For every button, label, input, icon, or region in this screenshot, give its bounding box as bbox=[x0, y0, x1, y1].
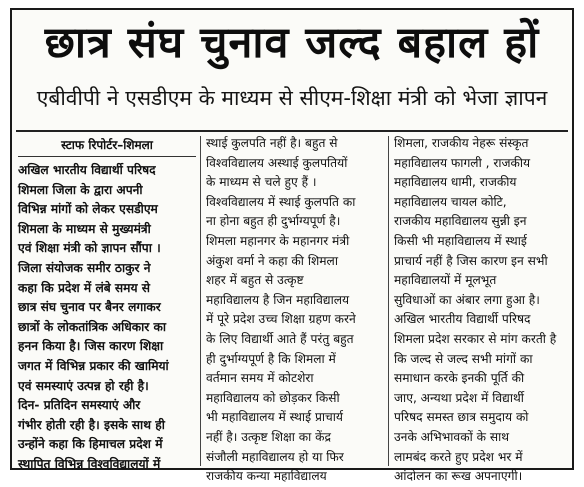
text-line: समाधान करके इनकी पूर्ति की bbox=[394, 371, 525, 386]
text-line: महाविद्यालय है जिन महाविद्यालय bbox=[206, 292, 350, 307]
text-line: अंकुश वर्मा ने कहा की शिमला bbox=[206, 253, 338, 268]
text-line: संजौली महाविद्यालय हो या फिर bbox=[206, 449, 344, 464]
text-line: शहर में बहुत से उत्कृष्ट bbox=[206, 273, 304, 288]
text-line: एवं समस्याएं उत्पन्न हो रही है। bbox=[18, 378, 149, 393]
text-line: नहीं है। उत्कृष्ट शिक्षा का केंद्र bbox=[206, 429, 331, 444]
text-line: अखिल भारतीय विद्यार्थी परिषद bbox=[18, 163, 156, 177]
text-line: जिला संयोजक समीर ठाकुर ने bbox=[18, 260, 151, 275]
text-line: के लिए विद्यार्थी आते हैं परंतु बहुत bbox=[206, 331, 354, 346]
text-line: शिमला, राजकीय नेहरू संस्कृत bbox=[394, 136, 529, 150]
text-line: छात्रों के लोकतांत्रिक अधिकार का bbox=[18, 319, 167, 334]
text-line: महाविद्यालय धामी, राजकीय bbox=[394, 175, 517, 190]
text-line: शिमला प्रदेश सरकार से मांग करती है bbox=[394, 331, 557, 346]
text-line: प्राचार्य नहीं है जिस कारण इन सभी bbox=[394, 253, 548, 268]
text-line: विश्वविद्यालय में स्थाई कुलपति का bbox=[206, 194, 356, 209]
text-line: दिन- प्रतिदिन समस्याएं और bbox=[18, 398, 141, 413]
newspaper-clipping bbox=[10, 8, 574, 484]
text-line: कि जल्द से जल्द सभी मांगों का bbox=[394, 351, 533, 366]
text-line: कहा कि प्रदेश में लंबे समय से bbox=[18, 280, 151, 295]
text-line: ना होना बहुत ही दुर्भाग्यपूर्ण है। bbox=[206, 214, 341, 229]
text-line: शिमला जिला के द्वारा अपनी bbox=[18, 182, 143, 197]
text-line: वर्तमान समय में कोटशेरा bbox=[206, 371, 314, 386]
text-line: राजकीय महाविद्यालय सुन्नी इन bbox=[394, 214, 527, 229]
text-line: स्थापित विभिन्न विश्वविद्यालयों में bbox=[18, 456, 161, 471]
text-line: आंदोलन का रूख अपनाएगी। bbox=[394, 469, 523, 484]
article-column-1 bbox=[18, 134, 196, 471]
headline: छात्र संघ चुनाव जल्द बहाल हों bbox=[44, 18, 540, 68]
header-rule bbox=[16, 130, 568, 132]
text-line: जाए, अन्यथा प्रदेश में विद्यार्थी bbox=[394, 390, 524, 405]
text-line: महाविद्यालयों में मूलभूत bbox=[394, 273, 497, 288]
text-line: उनके अभिभावकों के साथ bbox=[394, 429, 510, 444]
article-column-3 bbox=[394, 134, 570, 484]
subheadline: एबीवीपी ने एसडीएम के माध्यम से सीएम-शिक्षा मंत्री को भेजा ज्ञापन bbox=[36, 86, 548, 110]
text-line: राजकीय कन्या महाविद्यालय bbox=[206, 469, 327, 484]
text-line: किसी भी महाविद्यालय में स्थाई bbox=[394, 233, 527, 248]
text-line: शिमला के माध्यम से मुख्यमंत्री bbox=[18, 221, 151, 236]
text-line: में पूरे प्रदेश उच्च शिक्षा ग्रहण करने bbox=[206, 312, 356, 327]
text-line: एवं शिक्षा मंत्री को ज्ञापन सौंपा । bbox=[18, 241, 161, 256]
text-line: विश्वविद्यालय अस्थाई कुलपतियों bbox=[206, 155, 348, 170]
text-line: स्थाई कुलपति नहीं है। बहुत से bbox=[206, 136, 338, 150]
text-line: सुविधाओं का अंबार लगा हुआ है। bbox=[394, 292, 540, 307]
text-line: हनन किया है। जिस कारण शिक्षा bbox=[18, 339, 164, 354]
text-line: परिषद समस्त छात्र समुदाय को bbox=[394, 410, 529, 425]
text-line: लामबंद करते हुए प्रदेश भर में bbox=[394, 449, 523, 464]
text-line: शिमला महानगर के महानगर मंत्री bbox=[206, 233, 350, 248]
text-line: भी महाविद्यालय में स्थाई प्राचार्य bbox=[206, 410, 344, 425]
text-line: के माध्यम से चले हुए हैं । bbox=[206, 175, 317, 190]
article-column-2 bbox=[206, 134, 384, 484]
text-line: गंभीर होती रही है। इसके साथ ही bbox=[18, 417, 165, 432]
text-line: महाविद्यालय फागली , राजकीय bbox=[394, 155, 531, 170]
text-line: महाविद्यालय चायल कोटि, bbox=[394, 194, 507, 209]
text-line: विभिन्न मांगों को लेकर एसडीएम bbox=[18, 202, 158, 217]
byline: स्टाफ रिपोर्टर–शिमला bbox=[18, 134, 196, 157]
text-line: महाविद्यालय को छोड़कर किसी bbox=[206, 390, 340, 405]
text-line: अखिल भारतीय विद्यार्थी परिषद bbox=[394, 312, 531, 327]
text-line: ही दुर्भाग्यपूर्ण है कि शिमला में bbox=[206, 351, 336, 366]
text-line: जगत में विभिन्न प्रकार की खामियां bbox=[18, 358, 169, 373]
text-line: उन्होंने कहा कि हिमाचल प्रदेश में bbox=[18, 437, 163, 452]
column-divider bbox=[388, 136, 389, 466]
column-divider bbox=[200, 136, 201, 466]
text-line: छात्र संघ चुनाव पर बैनर लगाकर bbox=[18, 300, 161, 315]
